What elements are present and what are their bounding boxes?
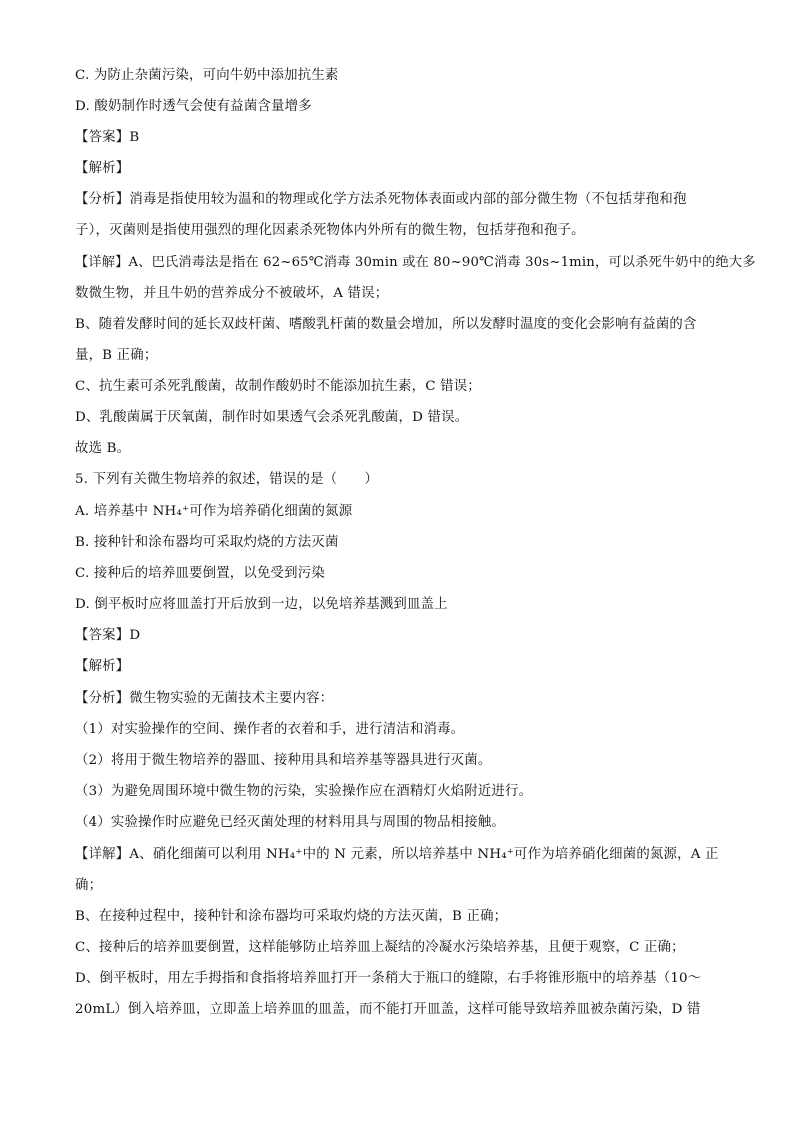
text-line: C. 为防止杂菌污染，可向牛奶中添加抗生素 — [75, 68, 339, 83]
text-line: （4）实验操作时应避免已经灭菌处理的材料用具与周围的物品相接触。 — [75, 815, 506, 830]
text-line: 数微生物，并且牛奶的营养成分不被破坏，A 错误； — [75, 286, 389, 301]
text-line: 确； — [75, 878, 103, 893]
text-line: 【详解】A、硝化细菌可以利用 NH₄⁺中的 N 元素，所以培养基中 NH₄⁺可作为培养硝化细菌的氮源，A 正 — [75, 847, 719, 862]
text-line: C、接种后的培养皿要倒置，这样能够防止培养皿上凝结的冷凝水污染培养基，且便于观察，C 正确； — [75, 940, 685, 955]
answer-label: 【答案】D — [75, 628, 141, 643]
text-line: D、倒平板时，用左手拇指和食指将培养皿打开一条稍大于瓶口的缝隙，右手将锥形瓶中的培养基（10～ — [75, 971, 702, 986]
text-line: （2）将用于微生物培养的器皿、接种用具和培养基等器具进行灭菌。 — [75, 753, 492, 768]
option-a: A. 培养基中 NH₄⁺可作为培养硝化细菌的氮源 — [75, 504, 353, 519]
text-line: 故选 B。 — [75, 441, 131, 456]
option-b: B. 接种针和涂布器均可采取灼烧的方法灭菌 — [75, 535, 339, 550]
text-line: C、抗生素可杀死乳酸菌，故制作酸奶时不能添加抗生素，C 错误； — [75, 379, 481, 394]
text-line: 【详解】A、巴氏消毒法是指在 62~65℃消毒 30min 或在 80~90℃消毒 30s~1min，可以杀死牛奶中的绝大多 — [75, 255, 756, 270]
text-line: （1）对实验操作的空间、操作者的衣着和手，进行清洁和消毒。 — [75, 722, 465, 737]
option-d: D. 倒平板时应将皿盖打开后放到一边，以免培养基溅到皿盖上 — [75, 597, 448, 612]
text-line: 【分析】消毒是指使用较为温和的物理或化学方法杀死物体表面或内部的部分微生物（不包括芽孢和孢 — [75, 192, 687, 207]
text-line: B、在接种过程中，接种针和涂布器均可采取灼烧的方法灭菌，B 正确； — [75, 909, 508, 924]
analysis-label: 【解析】 — [75, 659, 130, 674]
text-line: 子），灭菌则是指使用强烈的理化因素杀死物体内外所有的微生物，包括芽孢和孢子。 — [75, 223, 585, 238]
analysis-label: 【解析】 — [75, 161, 130, 176]
text-line: 【分析】微生物实验的无菌技术主要内容： — [75, 691, 334, 706]
text-line: D、乳酸菌属于厌氧菌，制作时如果透气会杀死乳酸菌，D 错误。 — [75, 410, 469, 425]
text-line: （3）为避免周围环境中微生物的污染，实验操作应在酒精灯火焰附近进行。 — [75, 784, 533, 799]
option-c: C. 接种后的培养皿要倒置，以免受到污染 — [75, 566, 325, 581]
answer-label: 【答案】B — [75, 130, 140, 145]
text-line: 20mL）倒入培养皿，立即盖上培养皿的皿盖，而不能打开皿盖，这样可能导致培养皿被杂菌污染，D 错 — [75, 1002, 701, 1017]
text-line: 量，B 正确； — [75, 348, 158, 363]
question-stem: 5. 下列有关微生物培养的叙述，错误的是（ ） — [75, 472, 379, 487]
text-line: B、随着发酵时间的延长双歧杆菌、嗜酸乳杆菌的数量会增加，所以发酵时温度的变化会影响有益菌的含 — [75, 317, 697, 332]
text-line: D. 酸奶制作时透气会使有益菌含量增多 — [75, 99, 312, 114]
